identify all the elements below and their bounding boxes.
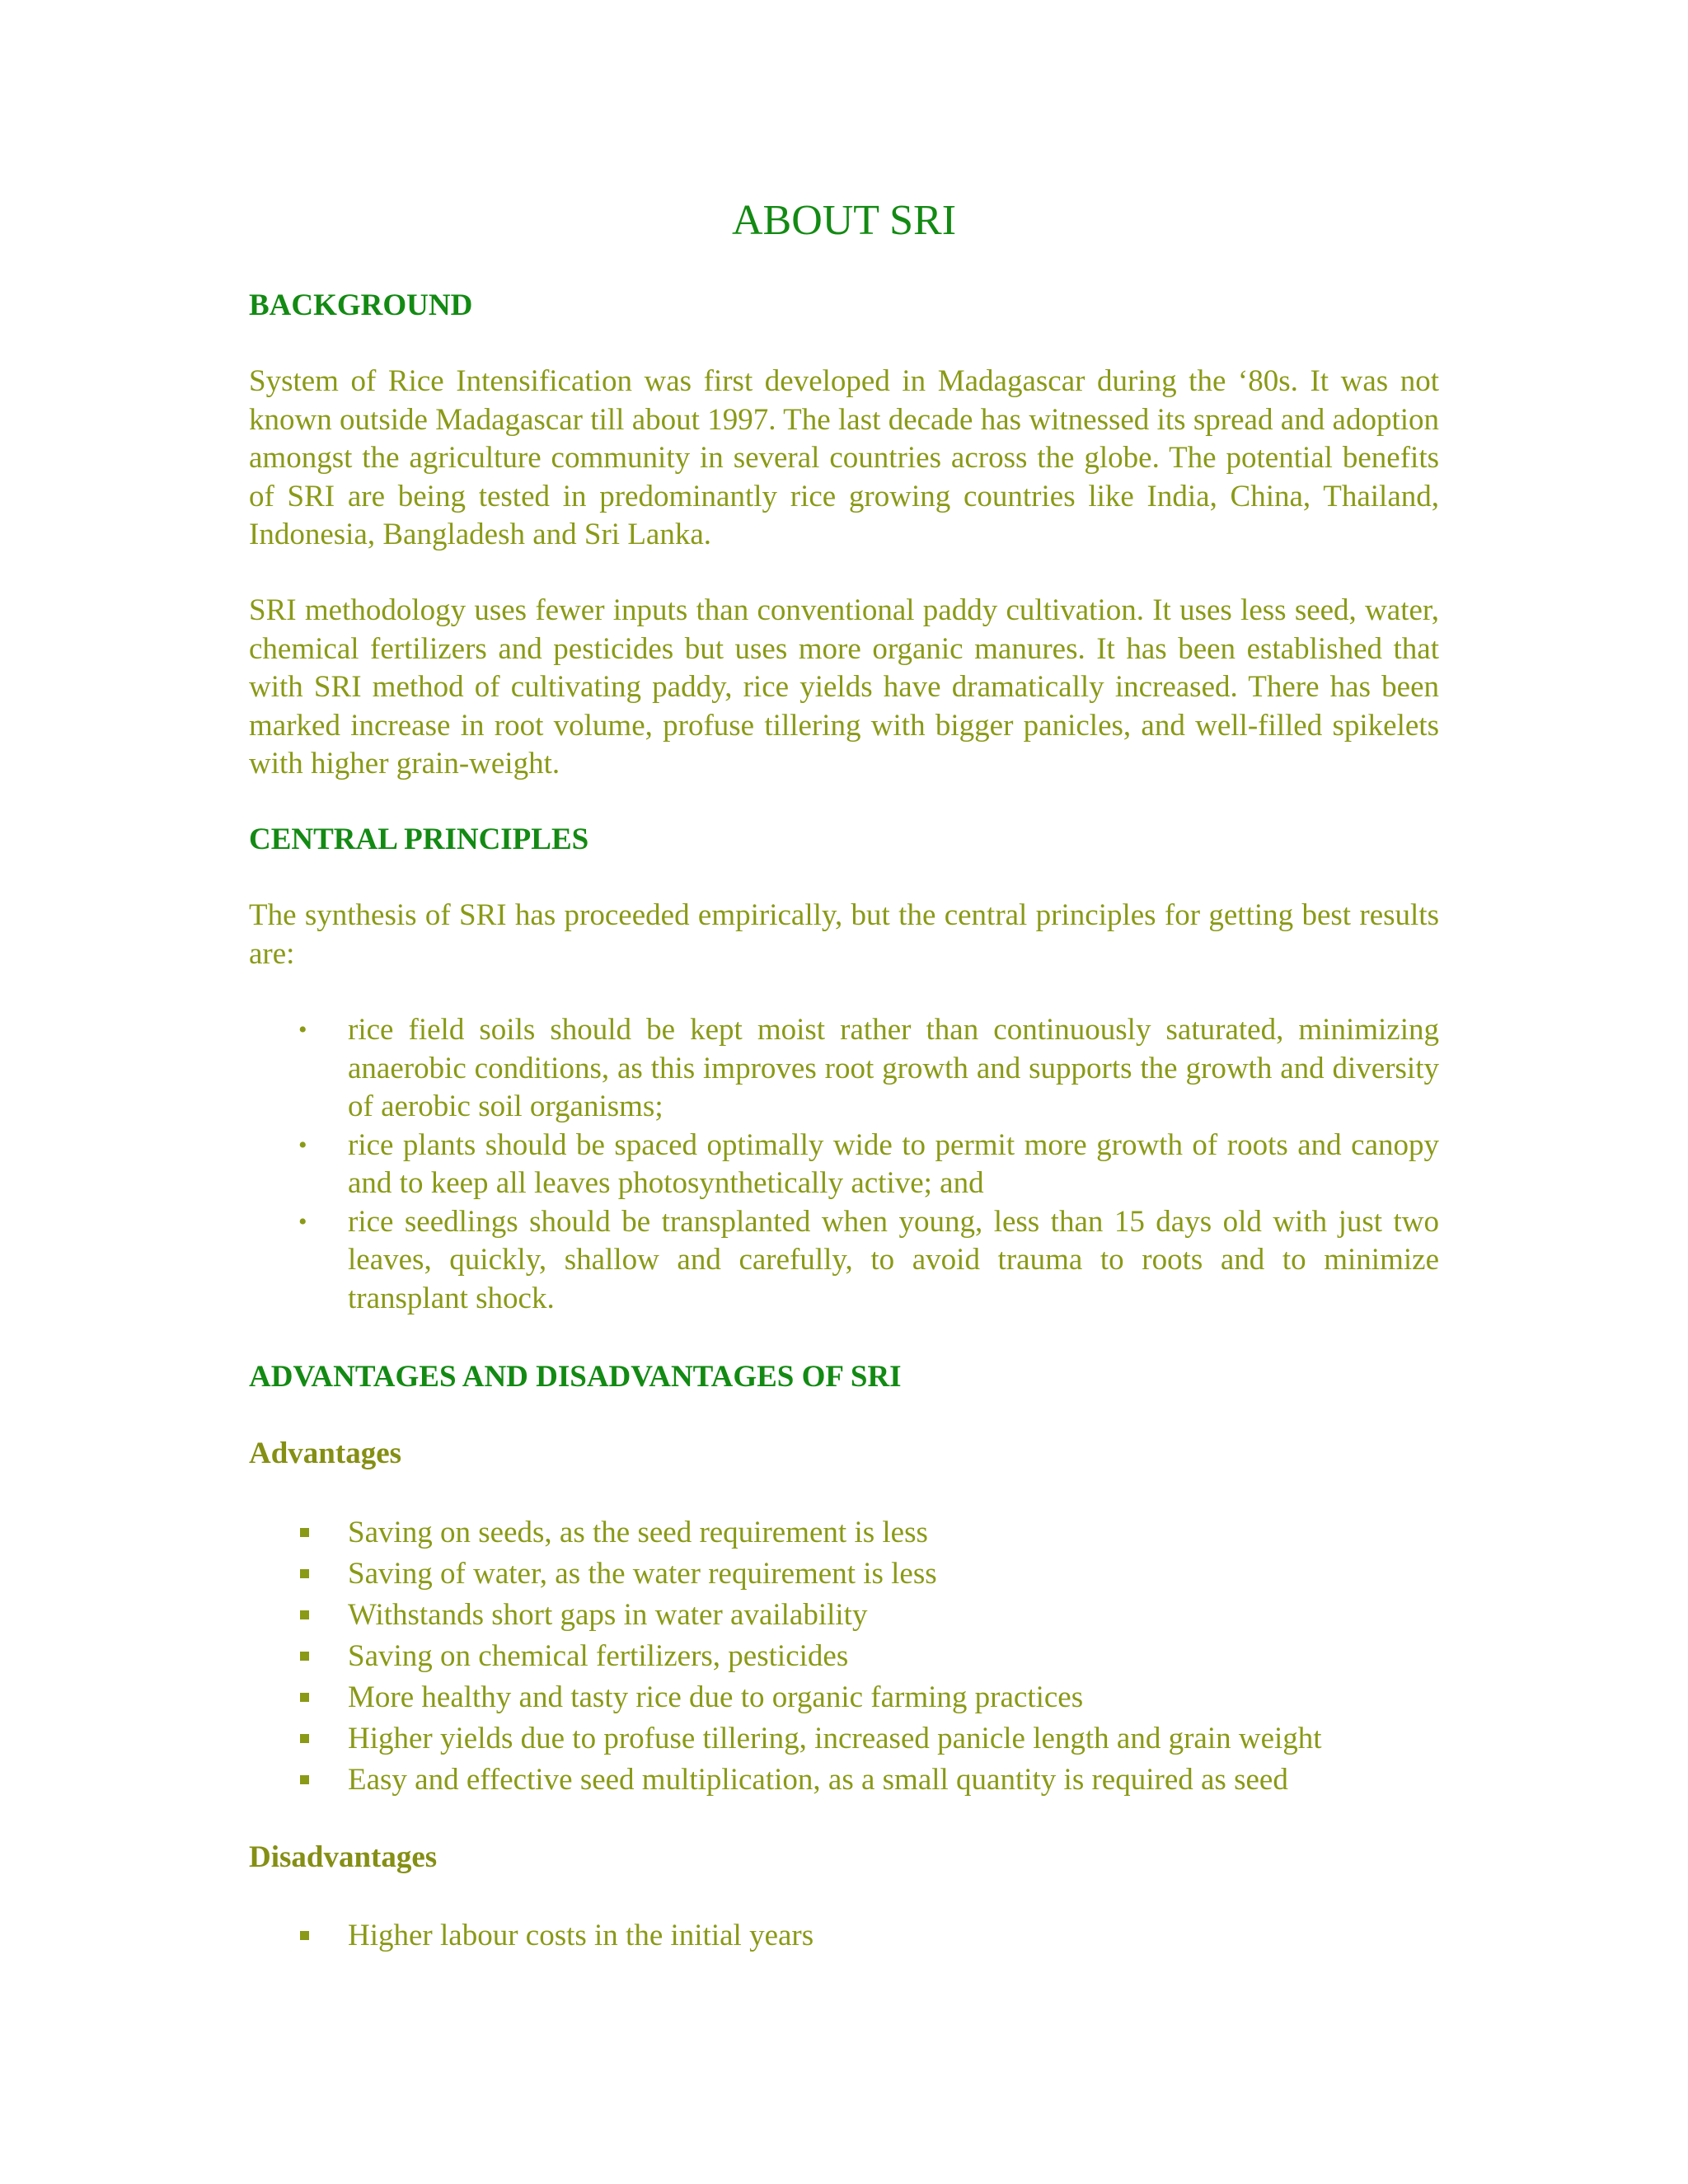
advantage-text: Easy and effective seed multiplication, as a small quantity is required as seed [348,1763,1288,1797]
list-item [249,1127,1439,1203]
bullet-icon: • [298,1207,307,1235]
list-item [249,1677,1439,1718]
principles-intro: The synthesis of SRI has proceeded empirically, but the central principles for getting best results are: [249,898,1439,971]
list-item [249,1595,1439,1636]
background-heading: BACKGROUND [249,288,473,322]
background-paragraph-1: System of Rice Intensification was first developed in Madagascar during the ‘80s. It was not known outside Madagascar till about 1997. The last decade has witnessed its spread and adoption amongst the agriculture community in several countries across the globe. The potential benefits of SRI are being tested in predominantly rice growing countries like India, China, Thailand, Indonesia, Bangladesh and Sri Lanka. [249,364,1439,551]
bullet-icon: • [298,1131,307,1159]
list-item [249,1512,1439,1554]
bullet-icon: • [298,1016,307,1043]
principles-heading: CENTRAL PRINCIPLES [249,823,589,856]
square-bullet-icon [300,1775,309,1784]
square-bullet-icon [300,1610,309,1619]
advantage-text: Saving of water, as the water requirement is less [348,1557,937,1591]
background-paragraph-2: SRI methodology uses fewer inputs than conventional paddy cultivation. It uses less seed, water, chemical fertilizers and pesticides but uses more organic manures. It has been established that with SRI method of cultivating paddy, rice yields have dramatically increased. There has been marked increase in root volume, profuse tillering with bigger panicles, and well-filled spikelets with higher grain-weight. [249,593,1439,780]
list-item [249,1636,1439,1677]
list-item [249,1915,1439,1957]
square-bullet-icon [300,1528,309,1537]
advantages-heading: Advantages [249,1436,402,1470]
square-bullet-icon [300,1569,309,1578]
adv-disadv-heading: ADVANTAGES AND DISADVANTAGES OF SRI [249,1360,902,1394]
square-bullet-icon [300,1693,309,1702]
square-bullet-icon [300,1734,309,1743]
disadvantages-heading: Disadvantages [249,1840,438,1874]
list-item [249,1554,1439,1595]
list-item [249,1718,1439,1760]
principle-text: rice field soils should be kept moist rather than continuously saturated, minimizing anaerobic conditions, as this improves root growth and supports the growth and diversity of aerobic soil organisms; [348,1013,1439,1123]
disadvantage-text: Higher labour costs in the initial years [348,1919,814,1952]
advantage-text: Saving on chemical fertilizers, pesticides [348,1639,849,1673]
square-bullet-icon [300,1931,309,1940]
advantage-text: More healthy and tasty rice due to organic farming practices [348,1680,1084,1714]
advantage-text: Withstands short gaps in water availability [348,1598,868,1632]
list-item [249,1011,1439,1127]
list-item [249,1203,1439,1319]
advantage-text: Saving on seeds, as the seed requirement is less [348,1516,928,1549]
advantage-text: Higher yields due to profuse tillering, increased panicle length and grain weight [348,1722,1322,1755]
principle-text: rice plants should be spaced optimally wide to permit more growth of roots and canopy and to keep all leaves photosynthetically active; and [348,1127,1439,1200]
page-title: ABOUT SRI [731,197,957,244]
list-item [249,1760,1439,1801]
principle-text: rice seedlings should be transplanted when young, less than 15 days old with just two leaves, quickly, shallow and carefully, to avoid trauma to roots and to minimize transplant shock. [348,1204,1439,1315]
principles-list [249,1011,1439,1318]
disadvantages-list [249,1915,1439,1957]
advantages-list [249,1512,1439,1801]
square-bullet-icon [300,1652,309,1661]
